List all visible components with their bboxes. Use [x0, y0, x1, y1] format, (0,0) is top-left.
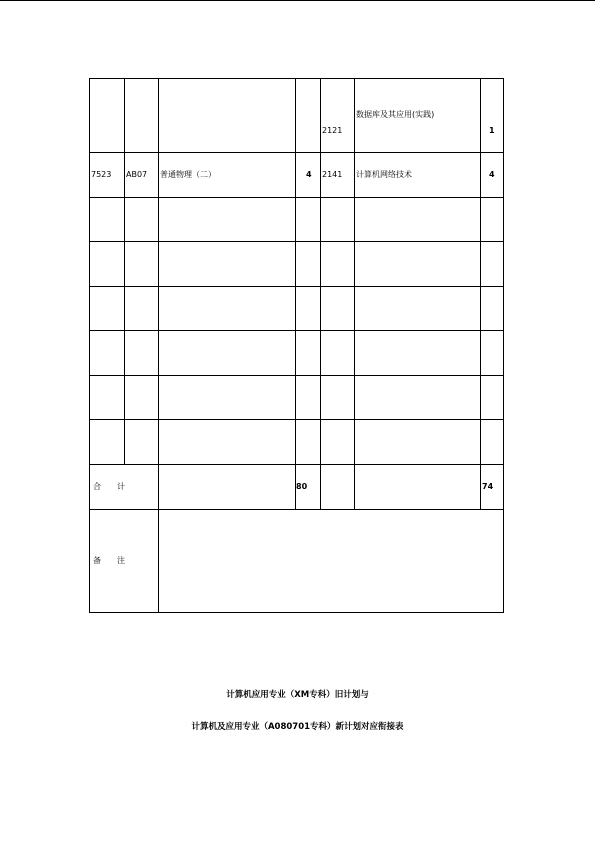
- old-course-code: 7523: [91, 170, 112, 179]
- table-rule: [480, 78, 481, 509]
- total-label: 合 计: [93, 482, 129, 491]
- table-rule: [295, 78, 296, 509]
- new-course-code: 2141: [322, 170, 343, 179]
- table-rule: [89, 330, 504, 331]
- top-rule: [0, 0, 595, 1]
- table-rule: [354, 78, 355, 509]
- table-rule: [124, 78, 125, 464]
- table-rule: [158, 78, 159, 613]
- table-rule: [89, 375, 504, 376]
- table-rule: [89, 464, 504, 465]
- document-title-line1: 计算机应用专业（XM专科）旧计划与: [226, 690, 369, 700]
- old-course-name: 普通物理（二）: [160, 170, 216, 179]
- old-total-credits: 80: [296, 482, 308, 491]
- new-course-name: 数据库及其应用(实践): [356, 110, 435, 119]
- table-rule: [89, 78, 90, 613]
- new-course-code: 2121: [322, 126, 343, 135]
- table-rule: [89, 78, 504, 79]
- new-course-name: 计算机网络技术: [356, 170, 412, 179]
- new-course-credit: 4: [489, 170, 495, 179]
- new-course-credit: 1: [489, 126, 495, 135]
- remarks-label: 备 注: [93, 556, 129, 565]
- old-course-credit: 4: [306, 170, 312, 179]
- table-rule: [89, 286, 504, 287]
- table-rule: [89, 241, 504, 242]
- table-rule: [89, 419, 504, 420]
- table-rule: [320, 78, 321, 509]
- table-rule: [89, 197, 504, 198]
- table-rule: [503, 78, 504, 613]
- table-rule: [89, 509, 504, 510]
- table-rule: [89, 152, 504, 153]
- old-course-subcode: AB07: [126, 170, 148, 179]
- document-title-line2: 计算机及应用专业（A080701专科）新计划对应衔接表: [191, 722, 404, 732]
- new-total-credits: 74: [482, 482, 494, 491]
- table-rule: [89, 612, 504, 613]
